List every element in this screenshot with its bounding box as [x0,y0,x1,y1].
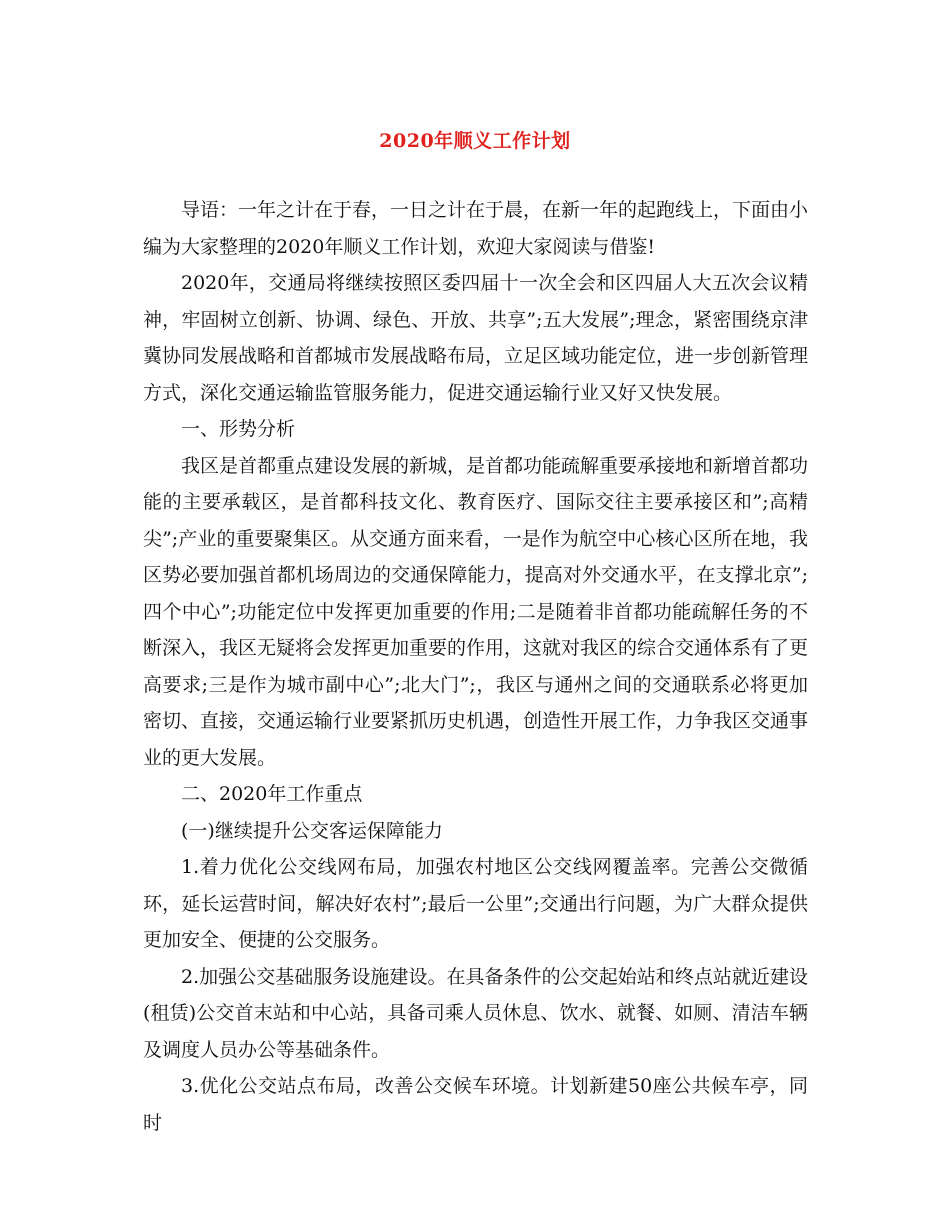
subsection-heading-bus: (一)继续提升公交客运保障能力 [181,819,443,842]
paragraph-overview: 2020年，交通局将继续按照区委四届十一次全会和区四届人大五次会议精神，牢固树立创新、协调、绿色、开放、共享”;五大发展”;理念，紧密围绕京津冀协同发展战略和首都城市发展战略布局，立足区域功能定位，进一步创新管理方式，深化交通运输监管服务能力，促进交通运输行业又好又快发展。 [143,272,809,404]
paragraph-intro: 导语：一年之计在于春，一日之计在于晨，在新一年的起跑线上，下面由小编为大家整理的2020年顺义工作计划，欢迎大家阅读与借鉴! [143,199,809,258]
section-heading-situation: 一、形势分析 [181,418,296,440]
list-item-2: 2.加强公交基础服务设施建设。在具备条件的公交起始站和终点站就近建设(租赁)公交首末站和中心站，具备司乘人员休息、饮水、就餐、如厕、清洁车辆及调度人员办公等基础条件。 [143,965,808,1061]
document-title: 2020年顺义工作计划 [379,130,571,152]
list-item-1: 1.着力优化公交线网布局，加强农村地区公交线网覆盖率。完善公交微循环，延长运营时间，解决好农村”;最后一公里”;交通出行问题，为广大群众提供更加安全、便捷的公交服务。 [143,856,808,951]
paragraph-situation: 我区是首都重点建设发展的新城，是首都功能疏解重要承接地和新增首都功能的主要承载区，是首都科技文化、教育医疗、国际交往主要承接区和”;高精尖”;产业的重要聚集区。从交通方面来看，一是作为航空中心核心区所在地，我区势必要加强首都机场周边的交通保障能力，提高对外交通水平，在支撑北京”;四个中心”;功能定位中发挥更加重要的作用;二是随着非首都功能疏解任务的不断深入，我区无疑将会发挥更加重要的作用，这就对我区的综合交通体系有了更高要求;三是作为城市副中心”;北大门”;，我区与通州之间的交通联系必将更加密切、直接，交通运输行业要紧抓历史机遇，创造性开展工作，力争我区交通事业的更大发展。 [143,454,809,769]
list-item-3: 3.优化公交站点布局，改善公交候车环境。计划新建50座公共候车亭，同时 [143,1075,808,1134]
document-body [143,192,808,1141]
section-heading-priorities: 二、2020年工作重点 [181,783,363,805]
